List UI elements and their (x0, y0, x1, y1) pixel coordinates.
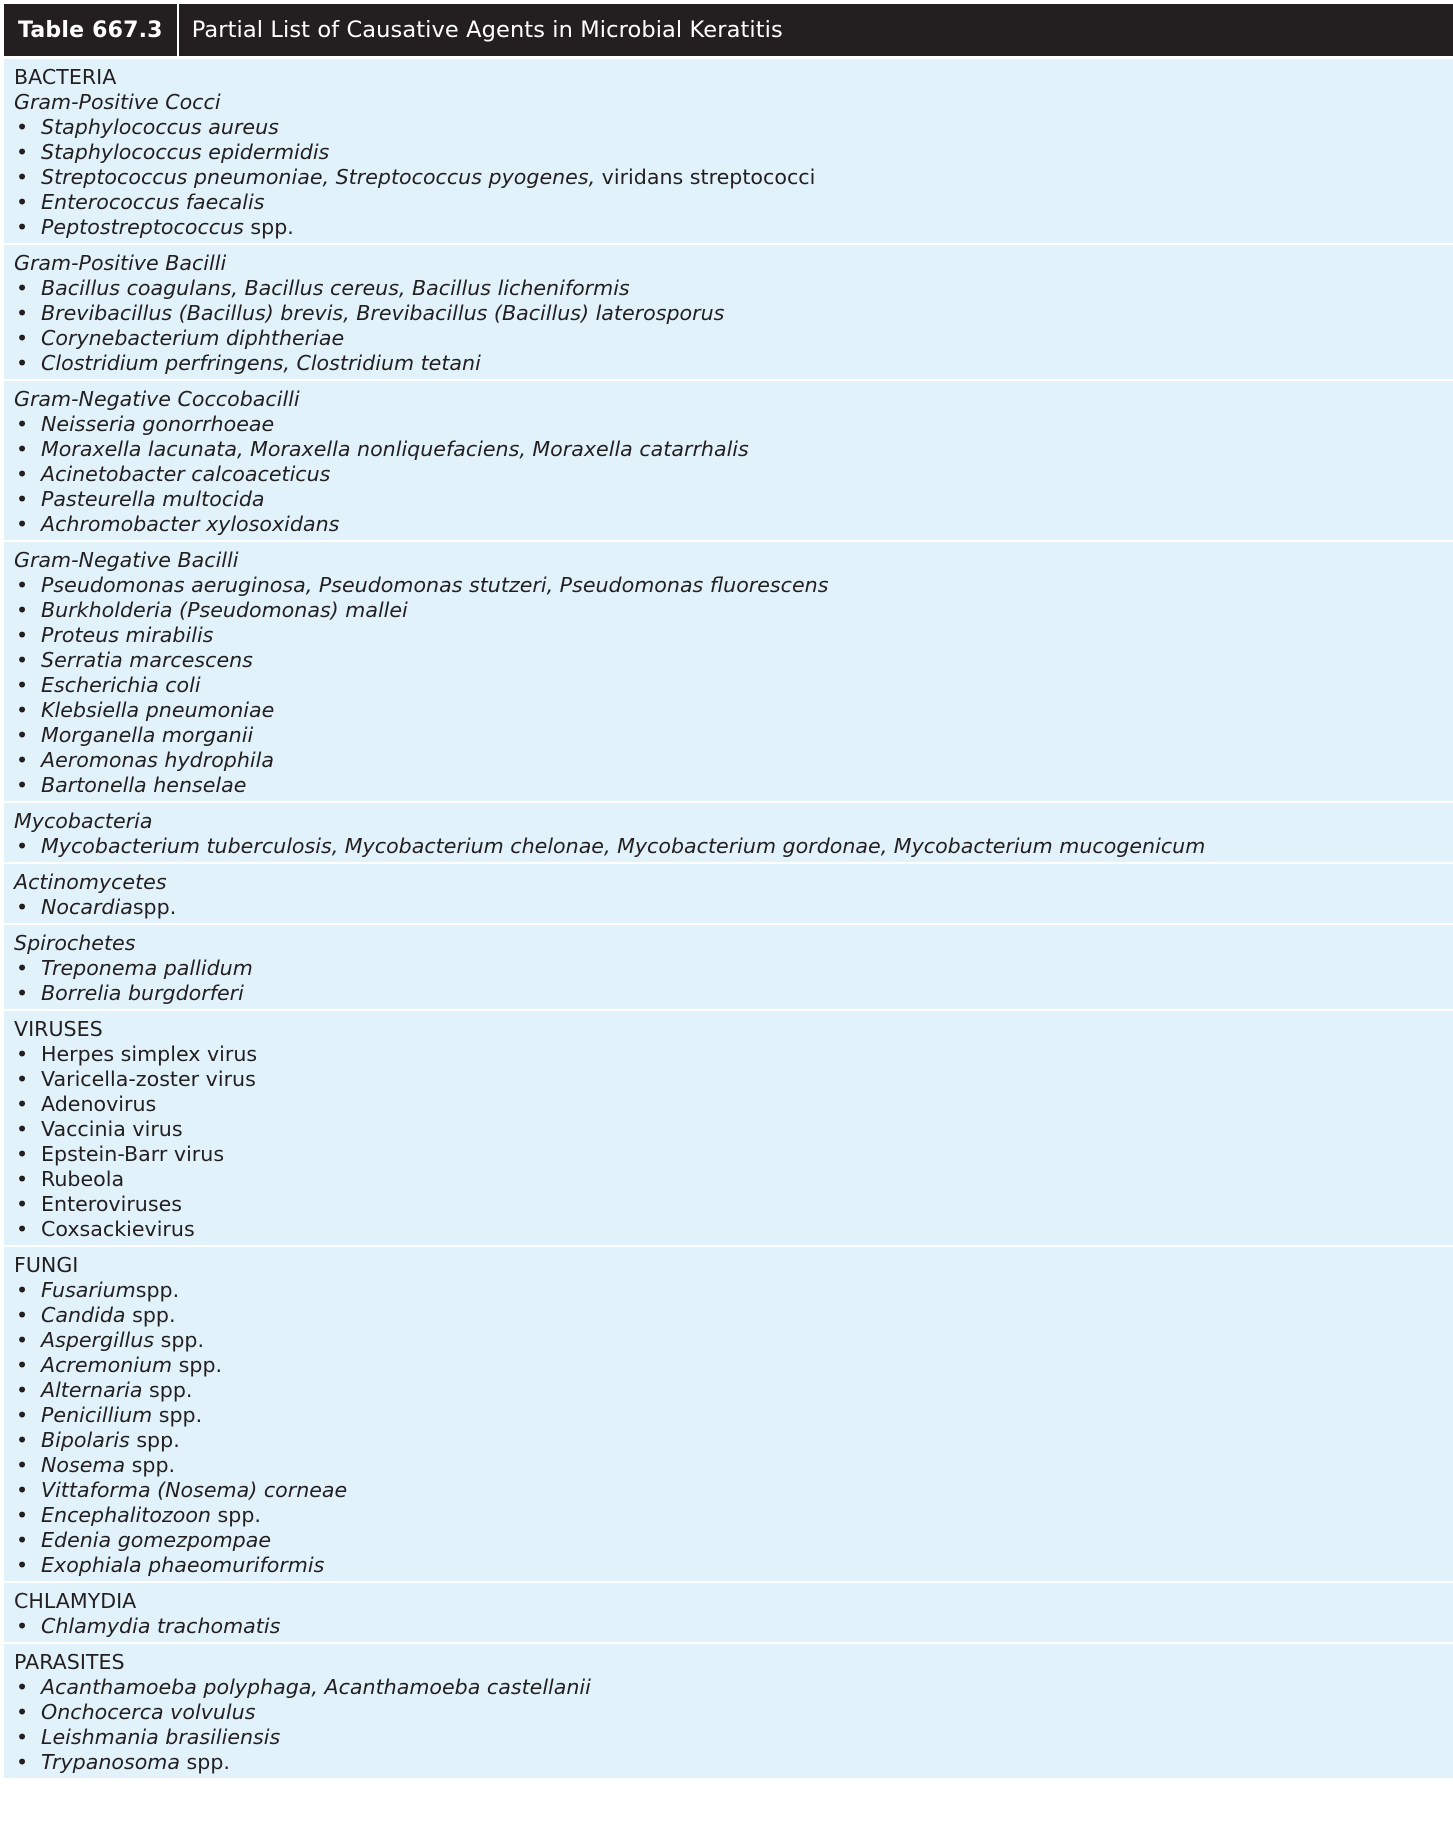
bullet-icon: • (16, 1192, 29, 1216)
organism-name: Bartonella henselae (41, 773, 247, 797)
organism-name: Exophiala phaeomuriformis (41, 1553, 325, 1577)
list-item (14, 573, 1453, 598)
keratitis-table (4, 4, 1453, 1780)
bullet-icon: • (16, 1478, 29, 1502)
table-section (4, 245, 1453, 381)
organism-name: Klebsiella pneumoniae (41, 698, 275, 722)
bullet-icon: • (16, 1700, 29, 1724)
organism-name: Nosema (41, 1453, 126, 1477)
table-section (4, 1247, 1453, 1583)
bullet-icon: • (16, 1428, 29, 1452)
list-item (14, 956, 1453, 981)
bullet-icon: • (16, 1725, 29, 1749)
bullet-icon: • (16, 1328, 29, 1352)
list-item (14, 1478, 1453, 1503)
bullet-icon: • (16, 301, 29, 325)
list-item (14, 773, 1453, 798)
bullet-icon: • (16, 326, 29, 350)
table-section (4, 1011, 1453, 1247)
item-text: spp. (125, 1453, 176, 1477)
list-item (14, 648, 1453, 673)
organism-name: Bipolaris (41, 1428, 130, 1452)
list-item (14, 462, 1453, 487)
bullet-icon: • (16, 1528, 29, 1552)
table-section (4, 1644, 1453, 1780)
organism-name: Corynebacterium diphtheriae (41, 326, 345, 350)
organism-name: Nocardia (41, 895, 133, 919)
table-section (4, 381, 1453, 542)
bullet-icon: • (16, 140, 29, 164)
category-heading: FUNGI (14, 1253, 79, 1277)
list-item (14, 1675, 1453, 1700)
bullet-icon: • (16, 895, 29, 919)
table-header (4, 4, 1453, 59)
list-item (14, 412, 1453, 437)
list-item (14, 1117, 1453, 1142)
table-section (4, 925, 1453, 1011)
list-item (14, 623, 1453, 648)
list-item (14, 895, 1453, 920)
organism-name: Treponema pallidum (41, 956, 253, 980)
bullet-icon: • (16, 1303, 29, 1327)
organism-name: Vittaforma (Nosema) corneae (41, 1478, 348, 1502)
item-text: spp. (172, 1353, 223, 1377)
organism-name: Acanthamoeba polyphaga, Acanthamoeba castellanii (41, 1675, 591, 1699)
bullet-icon: • (16, 1453, 29, 1477)
item-text: spp. (210, 1503, 261, 1527)
organism-name: Bacillus coagulans, Bacillus cereus, Bacillus licheniformis (41, 276, 630, 300)
subcategory-heading: Gram-Negative Bacilli (14, 548, 239, 572)
bullet-icon: • (16, 437, 29, 461)
list-item (14, 1725, 1453, 1750)
item-text: Enteroviruses (41, 1192, 182, 1216)
organism-name: Fusarium (41, 1278, 136, 1302)
list-item (14, 1067, 1453, 1092)
organism-name: Proteus mirabilis (41, 623, 214, 647)
list-item (14, 1528, 1453, 1553)
list-item (14, 1553, 1453, 1578)
organism-name: Serratia marcescens (41, 648, 253, 672)
list-item (14, 115, 1453, 140)
bullet-icon: • (16, 1675, 29, 1699)
category-heading: CHLAMYDIA (14, 1589, 137, 1613)
list-item (14, 215, 1453, 240)
list-item (14, 1614, 1453, 1639)
subcategory-heading: Mycobacteria (14, 809, 153, 833)
list-item (14, 512, 1453, 537)
organism-name: Edenia gomezpompae (41, 1528, 272, 1552)
item-text: spp. (243, 215, 294, 239)
item-text: Rubeola (41, 1167, 125, 1191)
organism-name: Neisseria gonorrhoeae (41, 412, 275, 436)
list-item (14, 1378, 1453, 1403)
bullet-icon: • (16, 1614, 29, 1638)
list-item (14, 190, 1453, 215)
list-item (14, 1192, 1453, 1217)
organism-name: Aeromonas hydrophila (41, 748, 274, 772)
table-section (4, 59, 1453, 245)
item-text: spp. (125, 1303, 176, 1327)
list-item (14, 1428, 1453, 1453)
bullet-icon: • (16, 981, 29, 1005)
bullet-icon: • (16, 462, 29, 486)
bullet-icon: • (16, 1503, 29, 1527)
bullet-icon: • (16, 1067, 29, 1091)
subcategory-heading: Actinomycetes (14, 870, 167, 894)
bullet-icon: • (16, 748, 29, 772)
bullet-icon: • (16, 512, 29, 536)
organism-name: Leishmania brasiliensis (41, 1725, 281, 1749)
organism-name: Peptostreptococcus (41, 215, 244, 239)
organism-name: Morganella morganii (41, 723, 254, 747)
bullet-icon: • (16, 773, 29, 797)
organism-name: Encephalitozoon (41, 1503, 211, 1527)
list-item (14, 1303, 1453, 1328)
table-title: Partial List of Causative Agents in Microbial Keratitis (191, 17, 783, 43)
list-item (14, 1217, 1453, 1242)
list-item (14, 1167, 1453, 1192)
organism-name: Aspergillus (41, 1328, 155, 1352)
bullet-icon: • (16, 1403, 29, 1427)
list-item (14, 326, 1453, 351)
bullet-icon: • (16, 276, 29, 300)
item-text: spp. (180, 1750, 230, 1774)
bullet-icon: • (16, 1117, 29, 1141)
list-item (14, 140, 1453, 165)
bullet-icon: • (16, 1378, 29, 1402)
list-item (14, 834, 1453, 859)
item-text: spp. (135, 1278, 180, 1302)
bullet-icon: • (16, 351, 29, 375)
bullet-icon: • (16, 623, 29, 647)
organism-name: Escherichia coli (41, 673, 201, 697)
organism-name: Streptococcus pneumoniae, Streptococcus pyogenes, (41, 165, 596, 189)
list-item (14, 1453, 1453, 1478)
list-item (14, 1403, 1453, 1428)
bullet-icon: • (16, 115, 29, 139)
category-heading: BACTERIA (14, 65, 117, 89)
subcategory-heading: Gram-Positive Bacilli (14, 251, 227, 275)
bullet-icon: • (16, 956, 29, 980)
organism-name: Acinetobacter calcoaceticus (41, 462, 331, 486)
bullet-icon: • (16, 487, 29, 511)
organism-name: Burkholderia (Pseudomonas) mallei (41, 598, 408, 622)
list-item (14, 165, 1453, 190)
subcategory-heading: Gram-Negative Coccobacilli (14, 387, 300, 411)
organism-name: Mycobacterium tuberculosis, Mycobacterium chelonae, Mycobacterium gordonae, Mycobacterium mucogenicum (41, 834, 1206, 858)
table-section (4, 803, 1453, 864)
list-item (14, 723, 1453, 748)
bullet-icon: • (16, 698, 29, 722)
organism-name: Clostridium perfringens, Clostridium tetani (41, 351, 481, 375)
item-text: Coxsackievirus (41, 1217, 195, 1241)
organism-name: Candida (41, 1303, 126, 1327)
list-item (14, 276, 1453, 301)
organism-name: Chlamydia trachomatis (41, 1614, 281, 1638)
item-text: Adenovirus (41, 1092, 157, 1116)
bullet-icon: • (16, 648, 29, 672)
table-section (4, 864, 1453, 925)
table-number: Table 667.3 (4, 4, 179, 56)
item-text: Epstein-Barr virus (41, 1142, 225, 1166)
organism-name: Enterococcus faecalis (41, 190, 265, 214)
bullet-icon: • (16, 1278, 29, 1302)
list-item (14, 673, 1453, 698)
list-item (14, 1700, 1453, 1725)
organism-name: Pseudomonas aeruginosa, Pseudomonas stutzeri, Pseudomonas fluorescens (41, 573, 829, 597)
bullet-icon: • (16, 673, 29, 697)
item-text: spp. (129, 1428, 180, 1452)
bullet-icon: • (16, 1353, 29, 1377)
subcategory-heading: Gram-Positive Cocci (14, 90, 221, 114)
organism-name: Staphylococcus aureus (41, 115, 279, 139)
bullet-icon: • (16, 723, 29, 747)
bullet-icon: • (16, 165, 29, 189)
list-item (14, 1353, 1453, 1378)
subcategory-heading: Spirochetes (14, 931, 136, 955)
bullet-icon: • (16, 1217, 29, 1241)
organism-name: Onchocerca volvulus (41, 1700, 256, 1724)
item-text: spp. (152, 1403, 203, 1427)
organism-name: Staphylococcus epidermidis (41, 140, 330, 164)
table-section (4, 1583, 1453, 1644)
category-heading: PARASITES (14, 1650, 125, 1674)
list-item (14, 1092, 1453, 1117)
organism-name: Alternaria (41, 1378, 143, 1402)
list-item (14, 437, 1453, 462)
bullet-icon: • (16, 1750, 29, 1774)
category-heading: VIRUSES (14, 1017, 103, 1041)
organism-name: Penicillium (41, 1403, 153, 1427)
list-item (14, 301, 1453, 326)
organism-name: Acremonium (41, 1353, 173, 1377)
list-item (14, 748, 1453, 773)
list-item (14, 1042, 1453, 1067)
bullet-icon: • (16, 215, 29, 239)
list-item (14, 1142, 1453, 1167)
list-item (14, 1328, 1453, 1353)
item-text: viridans streptococci (595, 165, 816, 189)
bullet-icon: • (16, 1142, 29, 1166)
item-text: spp. (132, 895, 177, 919)
list-item (14, 598, 1453, 623)
organism-name: Trypanosoma (41, 1750, 180, 1774)
bullet-icon: • (16, 598, 29, 622)
bullet-icon: • (16, 1553, 29, 1577)
list-item (14, 1750, 1453, 1775)
list-item (14, 1278, 1453, 1303)
organism-name: Achromobacter xylosoxidans (41, 512, 340, 536)
bullet-icon: • (16, 1092, 29, 1116)
item-text: spp. (154, 1328, 205, 1352)
organism-name: Moraxella lacunata, Moraxella nonliquefaciens, Moraxella catarrhalis (41, 437, 749, 461)
list-item (14, 351, 1453, 376)
organism-name: Borrelia burgdorferi (41, 981, 244, 1005)
table-body (4, 59, 1453, 1780)
item-text: Vaccinia virus (41, 1117, 183, 1141)
item-text: Herpes simplex virus (41, 1042, 258, 1066)
list-item (14, 487, 1453, 512)
bullet-icon: • (16, 190, 29, 214)
organism-name: Brevibacillus (Bacillus) brevis, Brevibacillus (Bacillus) laterosporus (41, 301, 725, 325)
item-text: spp. (142, 1378, 193, 1402)
list-item (14, 698, 1453, 723)
bullet-icon: • (16, 1042, 29, 1066)
bullet-icon: • (16, 573, 29, 597)
bullet-icon: • (16, 412, 29, 436)
list-item (14, 1503, 1453, 1528)
organism-name: Pasteurella multocida (41, 487, 265, 511)
bullet-icon: • (16, 1167, 29, 1191)
bullet-icon: • (16, 834, 29, 858)
table-section (4, 542, 1453, 803)
item-text: Varicella-zoster virus (41, 1067, 256, 1091)
list-item (14, 981, 1453, 1006)
